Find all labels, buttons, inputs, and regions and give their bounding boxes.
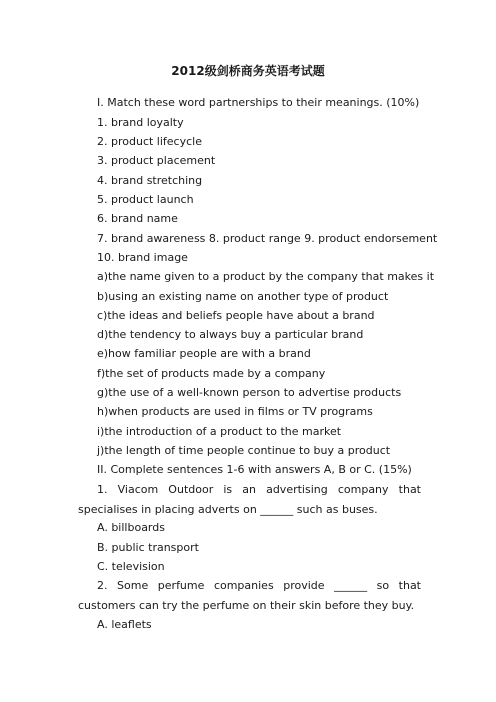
term-item: 2. product lifecycle bbox=[97, 135, 202, 148]
answer-option: B. public transport bbox=[97, 541, 199, 554]
meaning-item: c)the ideas and beliefs people have about a brand bbox=[97, 309, 375, 322]
meaning-item: e)how familiar people are with a brand bbox=[97, 347, 311, 360]
answer-option: C. television bbox=[97, 560, 165, 573]
section-2-heading: II. Complete sentences 1-6 with answers A, B or C. (15%) bbox=[97, 463, 412, 476]
meaning-item: a)the name given to a product by the company that makes it bbox=[97, 270, 435, 283]
meaning-item: g)the use of a well-known person to advertise products bbox=[97, 386, 402, 399]
question-1 bbox=[78, 480, 421, 520]
section-1-heading: I. Match these word partnerships to their meanings. (10%) bbox=[97, 96, 420, 109]
question-2 bbox=[78, 576, 421, 616]
term-item: 7. brand awareness 8. product range 9. product endorsement bbox=[97, 232, 438, 245]
term-item: 6. brand name bbox=[97, 212, 178, 225]
term-item: 1. brand loyalty bbox=[97, 116, 184, 129]
question-1-text: 1. Viacom Outdoor is an advertising company that specialises in placing adverts on ______ such as buses. bbox=[78, 483, 421, 516]
meaning-item: h)when products are used in films or TV programs bbox=[97, 405, 373, 418]
term-item: 5. product launch bbox=[97, 193, 194, 206]
meaning-item: f)the set of products made by a company bbox=[97, 367, 326, 380]
meaning-item: i)the introduction of a product to the market bbox=[97, 425, 342, 438]
answer-option: A. leaflets bbox=[97, 618, 152, 631]
term-item: 4. brand stretching bbox=[97, 174, 203, 187]
meaning-item: b)using an existing name on another type of product bbox=[97, 290, 389, 303]
meaning-item: d)the tendency to always buy a particular brand bbox=[97, 328, 364, 341]
page-title: 2012级剑桥商务英语考试题 bbox=[171, 64, 325, 78]
answer-option: A. billboards bbox=[97, 521, 165, 534]
term-item: 10. brand image bbox=[97, 251, 188, 264]
question-2-text: 2. Some perfume companies provide ______ so that customers can try the perfume on their skin before they buy. bbox=[78, 579, 421, 612]
term-item: 3. product placement bbox=[97, 154, 216, 167]
meaning-item: j)the length of time people continue to buy a product bbox=[97, 444, 391, 457]
